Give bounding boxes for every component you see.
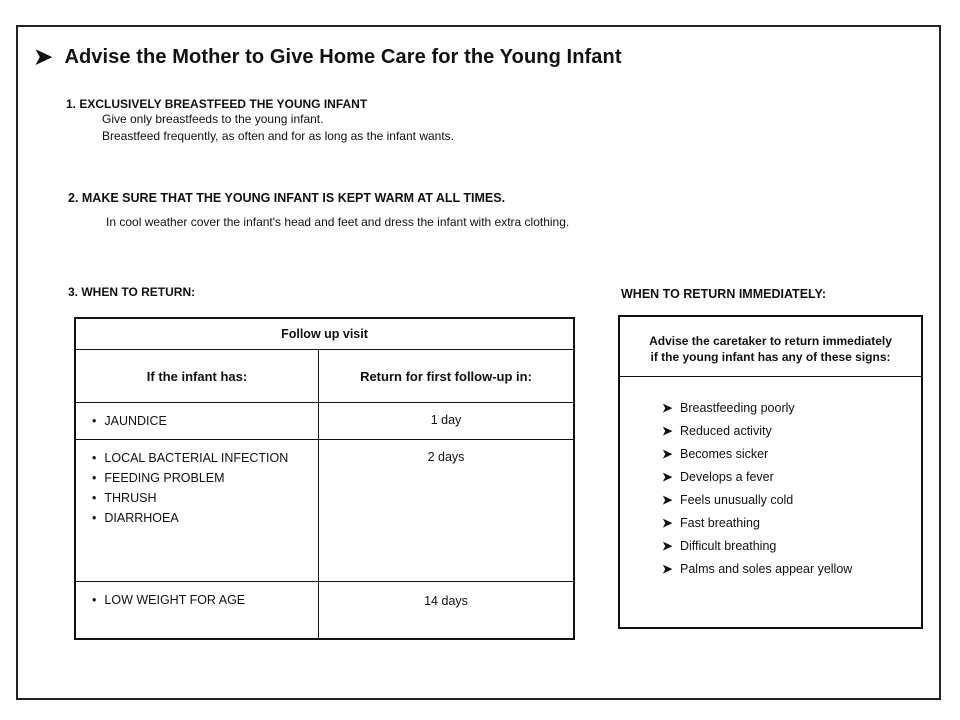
followup-table [74,317,575,640]
table-row [75,440,574,582]
immediate-intro [620,317,921,377]
table-row [75,403,574,440]
signs-list [620,377,921,581]
condition-item: • DIARRHOEA [92,508,318,528]
sign-label: Feels unusually cold [680,493,794,507]
arrow-bullet-icon: ➤ [662,539,673,553]
sign-item [662,466,921,489]
sign-item [662,489,921,512]
sign-label: Reduced activity [680,424,772,438]
section-heading: 1. EXCLUSIVELY BREASTFEED THE YOUNG INFANT [66,97,368,111]
page-title: Advise the Mother to Give Home Care for the Young Infant [64,45,622,68]
section-line: Breastfeed frequently, as often and for as long as the infant wants. [102,129,454,143]
arrow-bullet-icon: ➤ [662,424,673,438]
return-cell: 14 days [319,582,575,640]
condition-item: • LOCAL BACTERIAL INFECTION [92,448,318,468]
condition-cell [75,440,319,582]
arrow-bullet-icon: ➤ [662,401,673,415]
intro-line: Advise the caretaker to return immediately [649,334,892,348]
section-heading: 2. MAKE SURE THAT THE YOUNG INFANT IS KEPT WARM AT ALL TIMES. [68,191,506,205]
condition-item: • JAUNDICE [92,411,318,431]
return-cell: 2 days [319,440,575,582]
title-row [34,44,622,70]
arrow-bullet-icon: ➤ [34,44,53,69]
condition-cell [75,582,319,640]
column-header: If the infant has: [75,350,319,403]
condition-item: • FEEDING PROBLEM [92,468,318,488]
sign-item [662,512,921,535]
condition-cell [75,403,319,440]
section-line: In cool weather cover the infant's head and feet and dress the infant with extra clothing. [106,215,570,229]
sign-label: Breastfeeding poorly [680,401,795,415]
immediate-heading: WHEN TO RETURN IMMEDIATELY: [621,287,827,301]
arrow-bullet-icon: ➤ [662,493,673,507]
column-header: Return for first follow-up in: [319,350,575,403]
sign-label: Develops a fever [680,470,774,484]
sign-label: Becomes sicker [680,447,769,461]
sign-item [662,397,921,420]
immediate-box [618,315,923,629]
return-cell: 1 day [319,403,575,440]
condition-item: • THRUSH [92,488,318,508]
condition-item: • LOW WEIGHT FOR AGE [92,590,318,610]
arrow-bullet-icon: ➤ [662,470,673,484]
section-line: Give only breastfeeds to the young infant. [102,112,324,126]
table-caption: Follow up visit [75,318,574,350]
intro-line: if the young infant has any of these signs: [650,350,891,364]
sign-item [662,420,921,443]
sign-item [662,535,921,558]
section-keep-warm [68,191,569,231]
section-breastfeed [66,97,454,145]
table-row [75,582,574,640]
arrow-bullet-icon: ➤ [662,516,673,530]
section-heading: 3. WHEN TO RETURN: [68,285,196,299]
sign-item [662,443,921,466]
sign-label: Difficult breathing [680,539,777,553]
arrow-bullet-icon: ➤ [662,447,673,461]
arrow-bullet-icon: ➤ [662,562,673,576]
section-when-to-return [68,285,195,299]
sign-label: Fast breathing [680,516,760,530]
sign-label: Palms and soles appear yellow [680,562,853,576]
sign-item [662,558,921,581]
